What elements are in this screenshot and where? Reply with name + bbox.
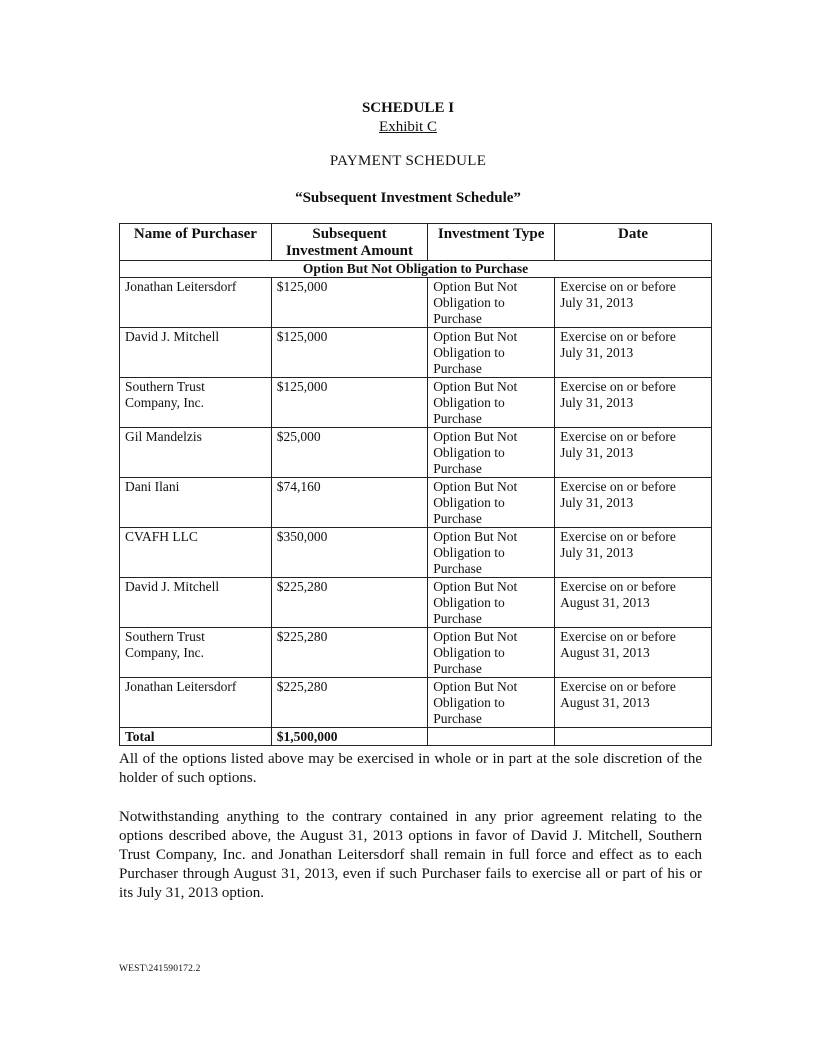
exercise-date: Exercise on or before August 31, 2013 [555,678,712,728]
investment-type: Option But Not Obligation to Purchase [428,578,555,628]
investment-schedule-table [119,223,712,746]
table-row [120,578,712,628]
total-type-empty [428,728,555,746]
investment-amount: $225,280 [271,678,427,728]
options-discretion-paragraph: All of the options listed above may be exercised in whole or in part at the sole discretion of the holder of such options. [119,751,702,786]
exercise-date: Exercise on or before July 31, 2013 [555,378,712,428]
investment-amount: $125,000 [271,328,427,378]
purchaser-name: David J. Mitchell [120,578,272,628]
exercise-date: Exercise on or before July 31, 2013 [555,428,712,478]
section-label: Option But Not Obligation to Purchase [120,261,712,278]
column-header-amount: Subsequent Investment Amount [271,224,427,261]
investment-type: Option But Not Obligation to Purchase [428,278,555,328]
investment-type: Option But Not Obligation to Purchase [428,478,555,528]
exercise-date: Exercise on or before August 31, 2013 [555,578,712,628]
investment-amount: $74,160 [271,478,427,528]
table-row [120,478,712,528]
notwithstanding-paragraph: Notwithstanding anything to the contrary contained in any prior agreement relating to the options described above, the August 31, 2013 options in favor of David J. Mitchell, Southern Trust Company, Inc. and Jonathan Leitersdorf shall remain in full force and effect as to each Purchaser through August 31, 2013, even if such Purchaser fails to exercise all or part of his or its July 31, 2013 option. [119,809,702,901]
table-row [120,428,712,478]
purchaser-name: CVAFH LLC [120,528,272,578]
column-header-type: Investment Type [428,224,555,261]
investment-amount: $225,280 [271,578,427,628]
exercise-date: Exercise on or before August 31, 2013 [555,628,712,678]
investment-amount: $125,000 [271,278,427,328]
exhibit-label: Exhibit C [379,119,437,135]
exercise-date: Exercise on or before July 31, 2013 [555,278,712,328]
exercise-date: Exercise on or before July 31, 2013 [555,478,712,528]
investment-type: Option But Not Obligation to Purchase [428,428,555,478]
purchaser-name: Gil Mandelzis [120,428,272,478]
document-id-footer: WEST\241590172.2 [119,964,201,974]
table-total-row [120,728,712,746]
investment-amount: $225,280 [271,628,427,678]
column-header-date: Date [555,224,712,261]
table-row [120,378,712,428]
table-header-row [120,224,712,261]
investment-amount: $125,000 [271,378,427,428]
total-amount: $1,500,000 [271,728,427,746]
table-row [120,328,712,378]
exercise-date: Exercise on or before July 31, 2013 [555,328,712,378]
payment-schedule-title: PAYMENT SCHEDULE [329,153,487,169]
table-section-row [120,261,712,278]
investment-type: Option But Not Obligation to Purchase [428,328,555,378]
table-row [120,628,712,678]
table-row [120,278,712,328]
investment-type: Option But Not Obligation to Purchase [428,378,555,428]
total-label: Total [120,728,272,746]
table-row [120,528,712,578]
purchaser-name: Jonathan Leitersdorf [120,278,272,328]
total-date-empty [555,728,712,746]
investment-type: Option But Not Obligation to Purchase [428,528,555,578]
exercise-date: Exercise on or before July 31, 2013 [555,528,712,578]
column-header-name: Name of Purchaser [120,224,272,261]
investment-amount: $350,000 [271,528,427,578]
purchaser-name: Jonathan Leitersdorf [120,678,272,728]
investment-type: Option But Not Obligation to Purchase [428,628,555,678]
subsequent-investment-subtitle: “Subsequent Investment Schedule” [295,190,521,206]
purchaser-name: David J. Mitchell [120,328,272,378]
table-row [120,678,712,728]
investment-type: Option But Not Obligation to Purchase [428,678,555,728]
schedule-title: SCHEDULE I [361,100,455,116]
investment-amount: $25,000 [271,428,427,478]
purchaser-name: Southern Trust Company, Inc. [120,378,272,428]
purchaser-name: Dani Ilani [120,478,272,528]
purchaser-name: Southern Trust Company, Inc. [120,628,272,678]
